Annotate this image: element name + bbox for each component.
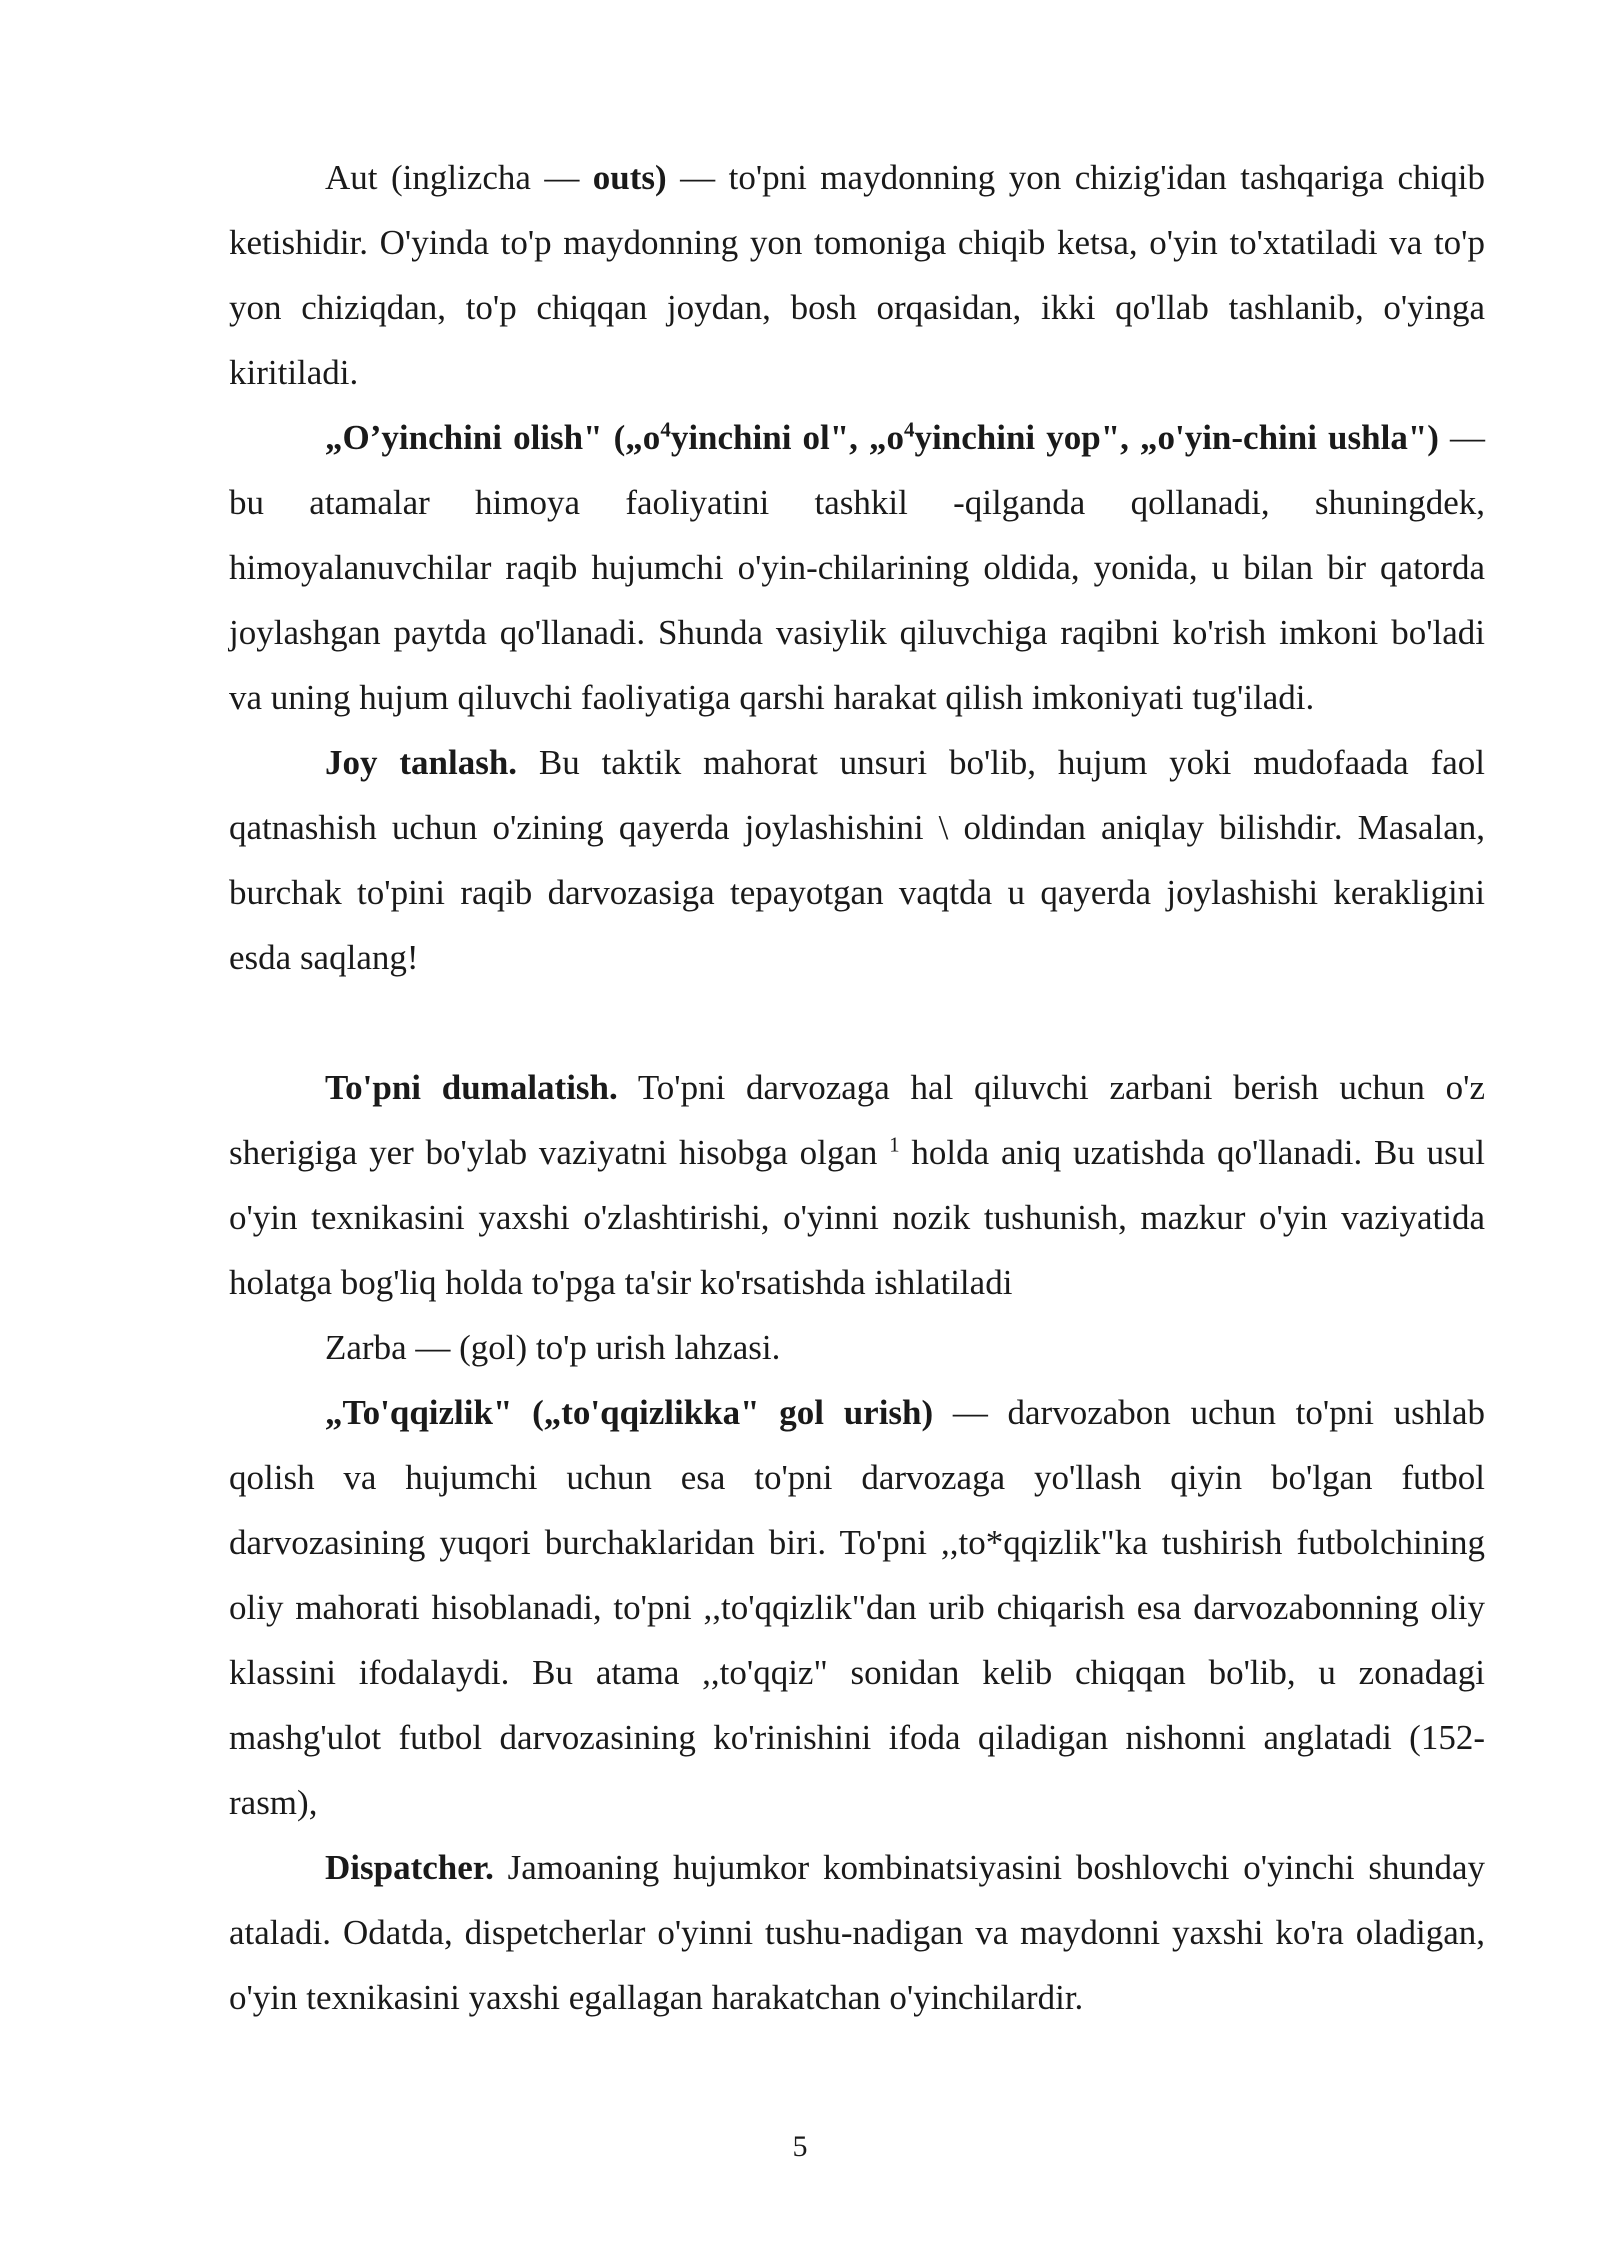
text-run: Zarba — (gol) to'p urish lahzasi. — [325, 1328, 781, 1367]
page-number: 5 — [792, 2130, 808, 2163]
term-part: yinchini ol", „o — [670, 418, 905, 457]
term-part: „O’yinchini olish" („o — [325, 418, 661, 457]
text-run: Aut (inglizcha — — [325, 158, 593, 197]
paragraph-toqqizlik — [229, 1380, 1485, 1835]
text-run: Bu taktik mahorat unsuri bo'lib, hujum yoki mudofaada faol qatnashish uchun o'zining qayerda joylashishini \ oldindan aniqlay bilishdir. Masalan, burchak to'pini raqib darvozasiga tepayotgan vaqtda u qayerda joylashishi kerakligini esda saqlang! — [229, 743, 1485, 977]
text-run: — to'pni maydonning yon chizig'idan tashqariga chiqib ketishidir. O'yinda to'p maydonning yon tomoniga chiqib ketsa, o'yin to'xtatiladi va to'p yon chiziqdan, to'p chiqqan joydan, bosh orqasidan, ikki qo'llab tashlanib, o'yinga kiritiladi. — [229, 158, 1485, 392]
paragraph-zarba — [229, 1315, 1485, 1380]
term-bold — [325, 418, 1439, 457]
text-run: holda aniq uzatishda qo'llanadi. Bu usul o'yin texnikasini yaxshi o'zlashtirishi, o'yinni nozik tushunish, mazkur o'yin vaziyatida holatga bog'liq holda to'pga ta'sir ko'rsatishda ishlatiladi — [229, 1133, 1485, 1302]
paragraph-dispatcher — [229, 1835, 1485, 2030]
footnote-marker: 1 — [889, 1132, 900, 1157]
superscript: 4 — [660, 417, 671, 442]
term-bold: „To'qqizlik" („to'qqizlikka" gol urish) — [325, 1393, 934, 1432]
body-text — [229, 145, 1485, 2030]
paragraph-oyinchini-olish — [229, 405, 1485, 730]
term-bold: Joy tanlash. — [325, 743, 518, 782]
term-bold: Dispatcher. — [325, 1848, 494, 1887]
paragraph-aut — [229, 145, 1485, 405]
term-bold: outs) — [592, 158, 667, 197]
paragraph-topni-dumalatish — [229, 1055, 1485, 1315]
text-run: Jamoaning hujumkor kombinatsiyasini boshlovchi o'yinchi shunday ataladi. Odatda, dispetcherlar o'yinni tushu-nadigan va maydonni yaxshi ko'ra oladigan, o'yin texnikasini yaxshi egallagan harakatchan o'yinchilardir. — [229, 1848, 1485, 2017]
text-run: — darvozabon uchun to'pni ushlab qolish va hujumchi uchun esa to'pni darvozaga yo'llash qiyin bo'lgan futbol darvozasining yuqori burchaklaridan biri. To'pni ,,to*qqizlik"ka tushirish futbolchining oliy mahorati hisoblanadi, to'pni ,,to'qqizlik"dan urib chiqarish esa darvozabonning oliy klassini ifodalaydi. Bu atama ,,to'qqiz" sonidan kelib chiqqan bo'lib, u zonadagi mashg'ulot futbol darvozasining ko'rinishini ifoda qiladigan nishonni anglatadi (152- rasm), — [229, 1393, 1485, 1822]
term-bold: To'pni dumalatish. — [325, 1068, 618, 1107]
superscript: 4 — [904, 417, 915, 442]
term-part: yinchini yop", „o'yin-chini ushla") — [914, 418, 1439, 457]
text-run: To'pni darvozaga hal qiluvchi zarbani berish uchun o'z sherigiga yer bo'ylab vaziyatni hisobga olgan — [229, 1068, 1485, 1172]
text-run: — bu atamalar himoya faoliyatini tashkil -qilganda qollanadi, shuningdek, himoyalanuvchilar raqib hujumchi o'yin-chilarining oldida, yonida, u bilan bir qatorda joylashgan paytda qo'llanadi. Shunda vasiylik qiluvchiga raqibni ko'rish imkoni bo'ladi va uning hujum qiluvchi faoliyatiga qarshi harakat qilish imkoniyati tug'iladi. — [229, 418, 1486, 717]
paragraph-gap — [229, 990, 1485, 1055]
paragraph-joy-tanlash — [229, 730, 1485, 990]
